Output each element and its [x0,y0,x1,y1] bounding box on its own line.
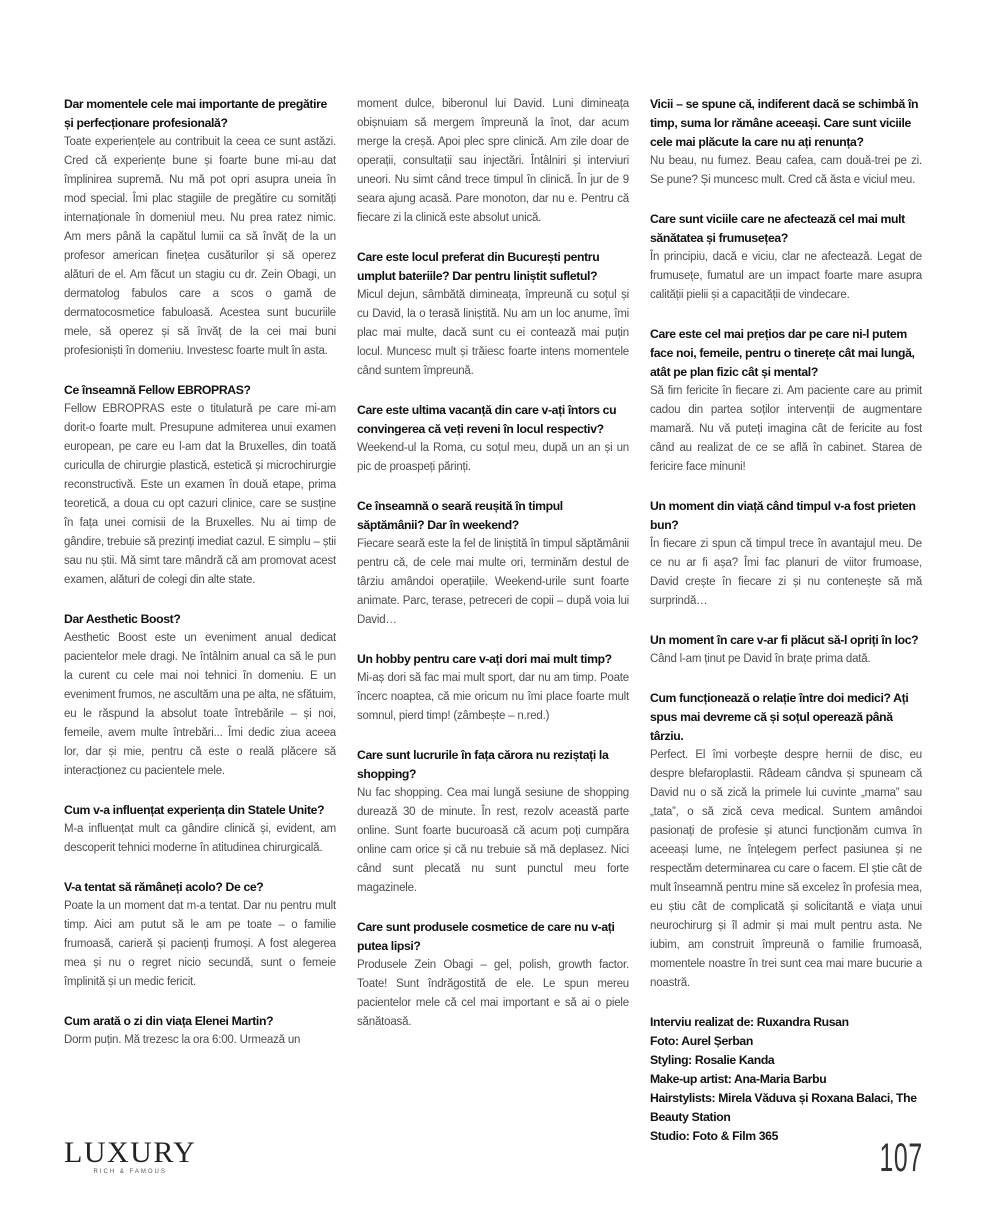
article-column-3 [650,95,922,1146]
qa-section [357,497,629,630]
question-heading: Cum v-a influențat experiența din Statele Unite? [64,803,325,817]
qa-section [64,801,336,858]
credit-line: Styling: Rosalie Kanda [650,1053,775,1067]
answer-text: Nu fac shopping. Cea mai lungă sesiune de shopping durează 30 de minute. În rest, rezolv această parte online. Sunt foarte bucuroasă că acum poți cumpăra online cam orice și că nu trebuie să mă deplasez. Nici când sunt plecată nu sunt punctul meu forte magazinele. [357,787,629,894]
qa-section [64,95,336,361]
qa-section [64,1012,336,1050]
question-heading: Care sunt produsele cosmetice de care nu v-ați putea lipsi? [357,920,615,953]
question-heading: Cum funcționează o relație între doi medici? Ați spus mai devreme că și soțul operează până târziu. [650,691,909,743]
question-heading: Ce înseamnă o seară reușită în timpul săptămânii? Dar în weekend? [357,499,563,532]
qa-section [357,95,629,228]
answer-text: Să fim fericite în fiecare zi. Am paciente care au primit cadou din partea soților intervenții de augmentare mamară. Nu vă puteți imagina cât de fericite au fost când au realizat de ce se află în cabinet. Starea de fericire face minuni! [650,385,922,473]
answer-text: În principiu, dacă e viciu, clar ne afectează. Legat de frumusețe, fumatul are un impact foarte mare asupra calității pielii și a capacității de vindecare. [650,251,922,301]
answer-text: Nu beau, nu fumez. Beau cafea, cam două-trei pe zi. Se pune? Și muncesc mult. Cred că ăsta e viciul meu. [650,155,922,186]
question-heading: Dar momentele cele mai importante de pregătire și perfecționare profesională? [64,97,327,130]
answer-text: M-a influențat mult ca gândire clinică și, evident, am descoperit tehnici moderne în atitudinea chirurgicală. [64,823,336,854]
credit-line: Studio: Foto & Film 365 [650,1129,779,1143]
qa-section [357,248,629,381]
answer-text: În fiecare zi spun că timpul trece în avantajul meu. De ce nu ar fi așa? Îmi fac planuri de viitor frumoase, David crește în fiecare zi și nu contenește să mă surprindă… [650,538,922,607]
question-heading: V-a tentat să rămâneți acolo? De ce? [64,880,264,894]
qa-section [650,325,922,477]
qa-section [650,497,922,611]
logo-tagline: RICH & FAMOUS [93,1169,167,1175]
answer-text: Fellow EBROPRAS este o titulatură pe care mi-am dorit-o foarte mult. Presupune admiterea unui examen european, pe care eu l-am dat la Bruxelles, din toată curiculla de chirurgie plastică, estetică și microchirurgie reconstructivă. Este un examen în două etape, prima teoretică, a doua cu opt cazuri clinice, care se susține în fața unei comisii de la Bruxelles. Nu ai timp de gândire, trebuie să prezinți imediat cazul. E simplu – știi sau nu știi. Mă simt tare mândră că am promovat acest examen, alături de colegi din alte state. [64,403,336,586]
answer-text: moment dulce, biberonul lui David. Luni dimineața obișnuiam să mergem împreună la înot, dar acum merge la creșă. Apoi plec spre clinică. Am zile doar de operații, consultații sau injectări. Întâlniri și interviuri uneori. Nu simt când trece timpul în clinică. În jur de 9 seara ajung acasă. Pare monoton, dar nu e. Pentru că fiecare zi la clinică este absolut unică. [357,98,629,224]
question-heading: Care este ultima vacanță din care v-ați întors cu convingerea că veți reveni în locul respectiv? [357,403,617,436]
question-heading: Un hobby pentru care v-ați dori mai mult timp? [357,652,612,666]
qa-section [650,95,922,190]
question-heading: Care este cel mai prețios dar pe care ni-l putem face noi, femeile, pentru o tinerețe cât mai lungă, atât pe plan fizic cât și mental? [650,327,915,379]
credits-block [650,1013,922,1146]
credit-line: Hairstylists: Mirela Văduva și Roxana Balaci, The Beauty Station [650,1091,917,1124]
question-heading: Un moment în care v-ar fi plăcut să-l opriți în loc? [650,633,919,647]
credit-line: Foto: Aurel Șerban [650,1034,753,1048]
qa-section [64,381,336,590]
question-heading: Vicii – se spune că, indiferent dacă se schimbă în timp, suma lor rămâne aceeași. Care sunt viciile cele mai plăcute la care nu ați renunța? [650,97,919,149]
answer-text: Aesthetic Boost este un eveniment anual dedicat pacientelor mele dragi. Ne întâlnim anual ca să le pun la curent cu cele mai noi tehnici în domeniu. E un eveniment frumos, ne ascultăm una pe alta, ne sfătuim, eu le răspund la absolut toate întrebările – și noi, femeile, avem multe întrebări... Îmi dedic ziua aceea lor, dar și mie, pentru că este o reală plăcere să interacționez cu pacientele mele. [64,632,336,777]
article-column-1 [64,95,336,1070]
qa-section [357,746,629,898]
qa-section [64,610,336,781]
qa-section [357,650,629,726]
question-heading: Un moment din viață când timpul v-a fost prieten bun? [650,499,916,532]
qa-section [650,631,922,669]
qa-section [650,210,922,305]
question-heading: Care sunt lucrurile în fața cărora nu reziștați la shopping? [357,748,609,781]
answer-text: Poate la un moment dat m-a tentat. Dar nu pentru mult timp. Aici am putut să le am pe toate – o familie frumoasă, carieră și pacienți frumoși. A fost alegerea mea și nu o regret nicio secundă, sunt o femeie împlinită și un medic fericit. [64,900,336,988]
magazine-logo [64,1138,196,1175]
question-heading: Care sunt viciile care ne afectează cel mai mult sănătatea și frumusețea? [650,212,905,245]
qa-section [357,918,629,1032]
answer-text: Weekend-ul la Roma, cu soțul meu, după un an și un pic de proaspeți părinți. [357,442,629,473]
qa-section [357,401,629,477]
answer-text: Mi-aș dori să fac mai mult sport, dar nu am timp. Poate încerc noaptea, că mie oricum nu îmi place foarte mult somnul, pierd timp! (zâmbește – n.red.) [357,672,629,722]
answer-text: Produsele Zein Obagi – gel, polish, growth factor. Toate! Sunt îndrăgostită de ele. Le spun mereu pacientelor mele că cel mai important e să ai o piele sănătoasă. [357,959,629,1028]
question-heading: Cum arată o zi din viața Elenei Martin? [64,1014,274,1028]
logo-wordmark: LUXURY [64,1136,197,1169]
page-number: 107 [879,1136,923,1180]
credit-line: Interviu realizat de: Ruxandra Rusan [650,1015,849,1029]
answer-text: Când l-am ținut pe David în brațe prima dată. [650,653,871,665]
answer-text: Perfect. El îmi vorbește despre hernii de disc, eu despre blefaroplastii. Râdeam cândva și spuneam că David nu o să zică la primele lui cuvinte „mama” sau „tata”, o să zică ceva medical. Suntem amândoi pasionați de profesie și atunci funcționăm cumva în aceeași lume, ne înțelegem perfect pasiunea și ne respectăm determinarea cu care o facem. El știe cât de mult înseamnă pentru mine să excelez în profesia mea, eu știu cât de complicată și solicitantă e viața unui neurochirurg și îl admir și mai mult pentru asta. Ne iubim, am construit împreună o familie frumoasă, momentele noastre în trei sunt cea mai mare bucurie a noastră. [650,749,922,989]
question-heading: Ce înseamnă Fellow EBROPRAS? [64,383,251,397]
answer-text: Fiecare seară este la fel de liniștită în timpul săptămânii pentru că, de cele mai multe ori, terminăm destul de târziu amândoi operațiile. Weekend-urile sunt foarte animate. Parc, terase, petreceri de copii – după voia lui David… [357,538,629,626]
qa-section [64,878,336,992]
question-heading: Dar Aesthetic Boost? [64,612,181,626]
answer-text: Micul dejun, sâmbătă dimineața, împreună cu soțul și cu David, la o terasă liniștită. Nu am un loc anume, îmi plac mai multe, dacă sunt cu ei contează mai puțin locul. Muncesc mult și trăiesc foarte intens momentele când suntem împreună. [357,289,629,377]
answer-text: Dorm puțin. Mă trezesc la ora 6:00. Urmează un [64,1034,301,1046]
article-column-2 [357,95,629,1052]
qa-section [650,689,922,993]
answer-text: Toate experiențele au contribuit la ceea ce sunt astăzi. Cred că experiențe bune și foarte bune mi-au dat împlinirea supremă. Nu mă pot opri asupra uneia în mod special. Îmi plac stagiile de pregătire cu somități internaționale în domeniul meu. Nu prea ratez nimic. Am mers până la capătul lumii ca să învăț de la un profesor american finețea cusăturilor și să operez alături de el. Am făcut un stagiu cu dr. Zein Obagi, un dermatolog fabulos care a scos o gamă de dermatocosmetice fabuloasă. Acestea sunt bucuriile mele, să operez și să învăț de la cei mai buni profesioniști în domeniu. Investesc foarte mult în asta. [64,136,336,357]
credit-line: Make-up artist: Ana-Maria Barbu [650,1072,827,1086]
question-heading: Care este locul preferat din București pentru umplut bateriile? Dar pentru liniștit sufletul? [357,250,600,283]
